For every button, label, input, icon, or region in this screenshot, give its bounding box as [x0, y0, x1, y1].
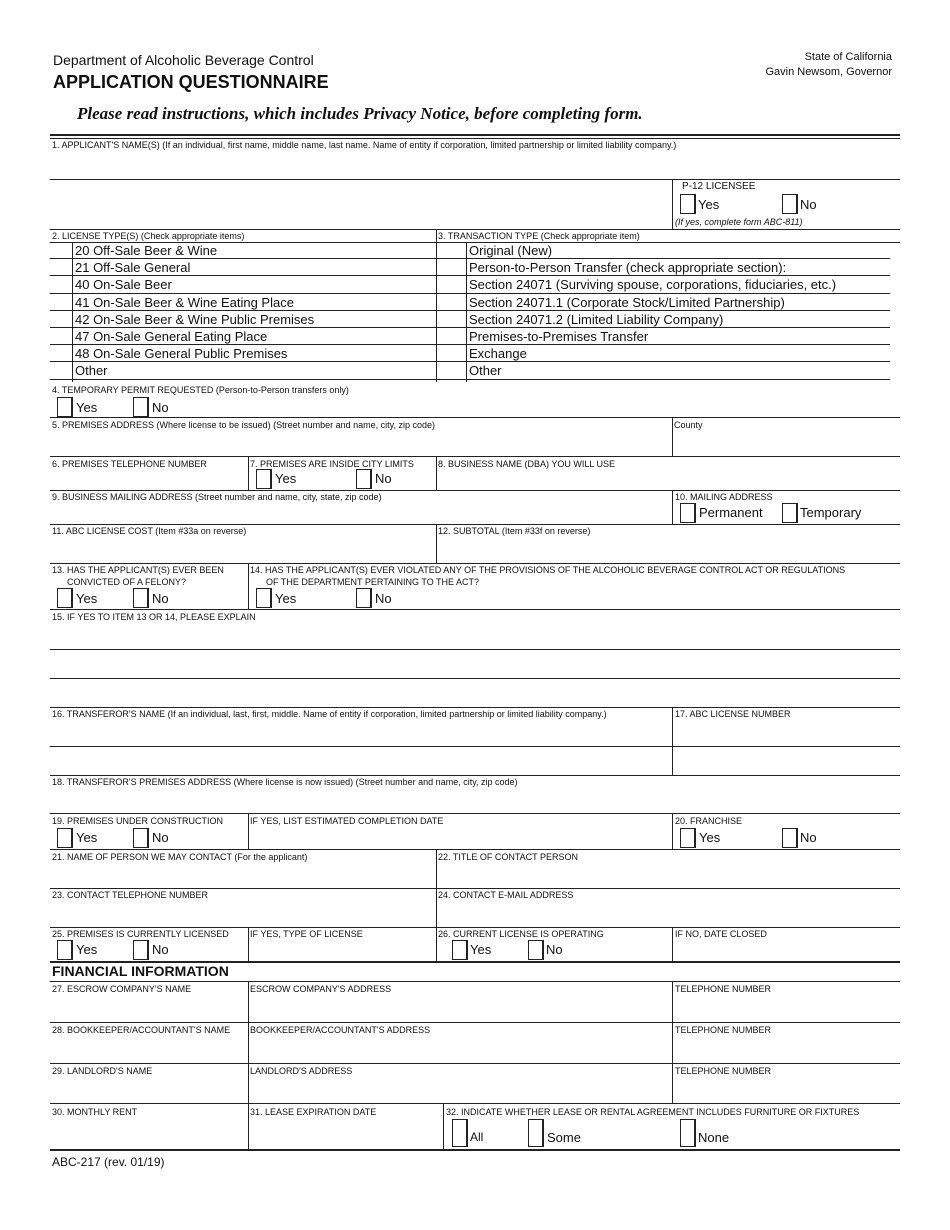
escrow-phone-label: TELEPHONE NUMBER — [675, 984, 772, 994]
license-type-label: 40 On-Sale Beer — [75, 277, 172, 293]
transaction-type-label: Other — [469, 363, 502, 379]
furniture-some-label: Some — [547, 1130, 581, 1145]
q7-yes-label: Yes — [275, 471, 297, 486]
q9-label: 9. BUSINESS MAILING ADDRESS (Street number and name, city, state, zip code) — [52, 492, 382, 502]
license-type-row[interactable] — [50, 242, 436, 259]
form-title: APPLICATION QUESTIONNAIRE — [53, 72, 329, 92]
q2-label: 2. LICENSE TYPE(S) (Check appropriate items) — [52, 231, 245, 241]
q13-no-checkbox[interactable] — [133, 588, 149, 608]
license-type-label: Other — [75, 363, 108, 379]
q14-no-checkbox[interactable] — [356, 588, 372, 608]
transaction-type-label: Premises-to-Premises Transfer — [469, 329, 649, 344]
q14-no-label: No — [375, 591, 392, 606]
franchise-yes-checkbox[interactable] — [680, 828, 696, 848]
franchise-no-label: No — [800, 830, 817, 845]
q3-label: 3. TRANSACTION TYPE (Check appropriate item) — [438, 231, 640, 241]
q14-label-line1: 14. HAS THE APPLICANT(S) EVER VIOLATED ANY OF THE PROVISIONS OF THE ALCOHOLIC BEVERAGE CONTROL ACT OR REGULATIONS — [250, 565, 846, 575]
q1-label: 1. APPLICANT'S NAME(S) (If an individual, first name, middle name, last name. Name of entity if corporation, limited partnership or limited liability company.) — [52, 140, 677, 150]
q26-yes-label: Yes — [470, 942, 492, 957]
escrow-address-label: ESCROW COMPANY'S ADDRESS — [250, 984, 392, 994]
transaction-type-label: Section 24071 (Surviving spouse, corporations, fiduciaries, etc.) — [469, 277, 837, 293]
q25-yes-label: Yes — [76, 942, 98, 957]
q22-label: 22. TITLE OF CONTACT PERSON — [438, 852, 579, 862]
q19-yes-label: Yes — [76, 830, 98, 845]
department-name: Department of Alcoholic Beverage Control — [53, 52, 314, 68]
instructions-note: Please read instructions, which includes Privacy Notice, before completing form. — [77, 104, 643, 123]
q11-label: 11. ABC LICENSE COST (Item #33a on reverse) — [52, 526, 247, 536]
state-name: State of California — [804, 51, 892, 63]
q25-label: 25. PREMISES IS CURRENTLY LICENSED — [52, 929, 229, 939]
q12-label: 12. SUBTOTAL (Item #33f on reverse) — [438, 526, 591, 536]
q15-label: 15. IF YES TO ITEM 13 OR 14, PLEASE EXPLAIN — [52, 612, 256, 622]
license-type-row[interactable] — [50, 345, 436, 362]
q16-label: 16. TRANSFEROR'S NAME (If an individual, last, first, middle. Name of entity if corporation, limited partnership or limited liability company.) — [52, 709, 607, 719]
furniture-some-checkbox[interactable] — [528, 1119, 544, 1147]
q5-label: 5. PREMISES ADDRESS (Where license to be issued) (Street number and name, city, zip code) — [52, 420, 435, 430]
furniture-all-label: All — [470, 1130, 484, 1144]
q19-no-label: No — [152, 830, 169, 845]
p12-no-checkbox[interactable] — [782, 194, 798, 214]
license-type-label: 21 Off-Sale General — [75, 260, 191, 276]
furniture-all-checkbox[interactable] — [452, 1119, 468, 1147]
q4-yes-label: Yes — [76, 400, 98, 415]
completion-date-label: IF YES, LIST ESTIMATED COMPLETION DATE — [250, 816, 444, 826]
p12-no-label: No — [800, 197, 817, 212]
license-type-label: 47 On-Sale General Eating Place — [75, 329, 268, 344]
q18-label: 18. TRANSFEROR'S PREMISES ADDRESS (Where license is now issued) (Street number and name, city, zip code) — [52, 777, 518, 787]
transaction-type-label: Exchange — [469, 346, 527, 362]
q25-no-checkbox[interactable] — [133, 940, 149, 960]
transaction-type-row[interactable] — [436, 362, 890, 379]
furniture-none-label: None — [698, 1130, 730, 1145]
q25-yes-checkbox[interactable] — [57, 940, 73, 960]
mailing-temporary-label: Temporary — [800, 505, 862, 520]
q32-label: 32. INDICATE WHETHER LEASE OR RENTAL AGREEMENT INCLUDES FURNITURE OR FIXTURES — [446, 1107, 860, 1117]
q4-no-checkbox[interactable] — [133, 397, 149, 417]
landlord-address-label: LANDLORD'S ADDRESS — [250, 1066, 353, 1076]
p12-yes-checkbox[interactable] — [680, 194, 696, 214]
license-type-row[interactable] — [50, 259, 436, 276]
p12-yes-label: Yes — [698, 197, 720, 212]
q19-yes-checkbox[interactable] — [57, 828, 73, 848]
transaction-type-label: Person-to-Person Transfer (check appropriate section): — [469, 260, 787, 276]
q20-label: 20. FRANCHISE — [675, 816, 743, 826]
county-label: County — [674, 420, 703, 430]
transaction-type-row[interactable] — [436, 259, 890, 276]
p12-note: (If yes, complete form ABC-811) — [675, 217, 803, 227]
q7-yes-checkbox[interactable] — [256, 469, 272, 489]
q7-label: 7. PREMISES ARE INSIDE CITY LIMITS — [250, 459, 414, 469]
transaction-type-label: Section 24071.1 (Corporate Stock/Limited Partnership) — [469, 294, 785, 310]
date-closed-label: IF NO, DATE CLOSED — [675, 929, 767, 939]
form-id: ABC-217 (rev. 01/19) — [52, 1155, 165, 1169]
license-type-label: 42 On-Sale Beer & Wine Public Premises — [75, 311, 315, 327]
license-type-label: 48 On-Sale General Public Premises — [75, 346, 288, 362]
q26-label: 26. CURRENT LICENSE IS OPERATING — [438, 929, 604, 939]
transaction-type-row[interactable] — [436, 328, 890, 345]
q14-label-line2: OF THE DEPARTMENT PERTAINING TO THE ACT? — [266, 577, 480, 587]
q31-label: 31. LEASE EXPIRATION DATE — [250, 1107, 377, 1117]
financial-heading: FINANCIAL INFORMATION — [52, 963, 229, 979]
q7-no-checkbox[interactable] — [356, 469, 372, 489]
license-type-row[interactable] — [50, 311, 436, 328]
q13-label-line1: 13. HAS THE APPLICANT(S) EVER BEEN — [52, 565, 224, 575]
transferor-address-field[interactable] — [50, 789, 900, 811]
mailing-temporary-checkbox[interactable] — [782, 503, 798, 523]
license-type-row[interactable] — [50, 294, 436, 311]
q27-label: 27. ESCROW COMPANY'S NAME — [52, 984, 192, 994]
governor-name: Gavin Newsom, Governor — [765, 66, 892, 78]
q29-label: 29. LANDLORD'S NAME — [52, 1066, 153, 1076]
q19-label: 19. PREMISES UNDER CONSTRUCTION — [52, 816, 224, 826]
q14-yes-label: Yes — [275, 591, 297, 606]
p12-label: P-12 LICENSEE — [682, 181, 756, 192]
transaction-type-row[interactable] — [436, 294, 890, 311]
transaction-type-row[interactable] — [436, 311, 890, 328]
franchise-yes-label: Yes — [699, 830, 721, 845]
license-type-row[interactable] — [50, 328, 436, 345]
license-type-row[interactable] — [50, 362, 436, 379]
q30-label: 30. MONTHLY RENT — [52, 1107, 138, 1117]
transaction-type-row[interactable] — [436, 276, 890, 293]
license-type-label: 20 Off-Sale Beer & Wine — [75, 243, 218, 258]
applicant-name-field[interactable] — [50, 150, 670, 178]
q8-label: 8. BUSINESS NAME (DBA) YOU WILL USE — [438, 459, 616, 469]
landlord-phone-label: TELEPHONE NUMBER — [675, 1066, 772, 1076]
mailing-permanent-checkbox[interactable] — [680, 503, 696, 523]
q28-label: 28. BOOKKEEPER/ACCOUNTANT'S NAME — [52, 1025, 231, 1035]
q26-no-checkbox[interactable] — [528, 940, 544, 960]
transaction-type-row[interactable] — [436, 345, 890, 362]
q26-no-label: No — [546, 942, 563, 957]
q6-label: 6. PREMISES TELEPHONE NUMBER — [52, 459, 207, 469]
bookkeeper-phone-label: TELEPHONE NUMBER — [675, 1025, 772, 1035]
transaction-type-label: Section 24071.2 (Limited Liability Company) — [469, 311, 724, 327]
q13-yes-label: Yes — [76, 591, 98, 606]
q23-label: 23. CONTACT TELEPHONE NUMBER — [52, 890, 209, 900]
q4-label: 4. TEMPORARY PERMIT REQUESTED (Person-to-Person transfers only) — [52, 385, 349, 395]
furniture-none-checkbox[interactable] — [680, 1119, 696, 1147]
q13-label-line2: CONVICTED OF A FELONY? — [67, 577, 187, 587]
bookkeeper-address-label: BOOKKEEPER/ACCOUNTANT'S ADDRESS — [250, 1025, 431, 1035]
q17-label: 17. ABC LICENSE NUMBER — [675, 709, 791, 719]
q7-no-label: No — [375, 471, 392, 486]
q4-no-label: No — [152, 400, 169, 415]
county-field[interactable] — [674, 432, 899, 454]
explanation-field[interactable] — [50, 624, 900, 706]
q25-no-label: No — [152, 942, 169, 957]
premises-address-field[interactable] — [50, 432, 670, 454]
mailing-permanent-label: Permanent — [699, 505, 763, 520]
q4-yes-checkbox[interactable] — [57, 397, 73, 417]
q19-no-checkbox[interactable] — [133, 828, 149, 848]
q21-label: 21. NAME OF PERSON WE MAY CONTACT (For the applicant) — [52, 852, 308, 862]
license-type-row[interactable] — [50, 276, 436, 293]
franchise-no-checkbox[interactable] — [782, 828, 798, 848]
q13-yes-checkbox[interactable] — [57, 588, 73, 608]
q10-label: 10. MAILING ADDRESS — [675, 492, 773, 502]
license-type-label: 41 On-Sale Beer & Wine Eating Place — [75, 294, 294, 310]
transaction-type-label: Original (New) — [469, 243, 553, 258]
transaction-type-row[interactable] — [436, 242, 890, 259]
license-type-current-label: IF YES, TYPE OF LICENSE — [250, 929, 363, 939]
q14-yes-checkbox[interactable] — [256, 588, 272, 608]
q13-no-label: No — [152, 591, 169, 606]
q26-yes-checkbox[interactable] — [452, 940, 468, 960]
q24-label: 24. CONTACT E-MAIL ADDRESS — [438, 890, 574, 900]
